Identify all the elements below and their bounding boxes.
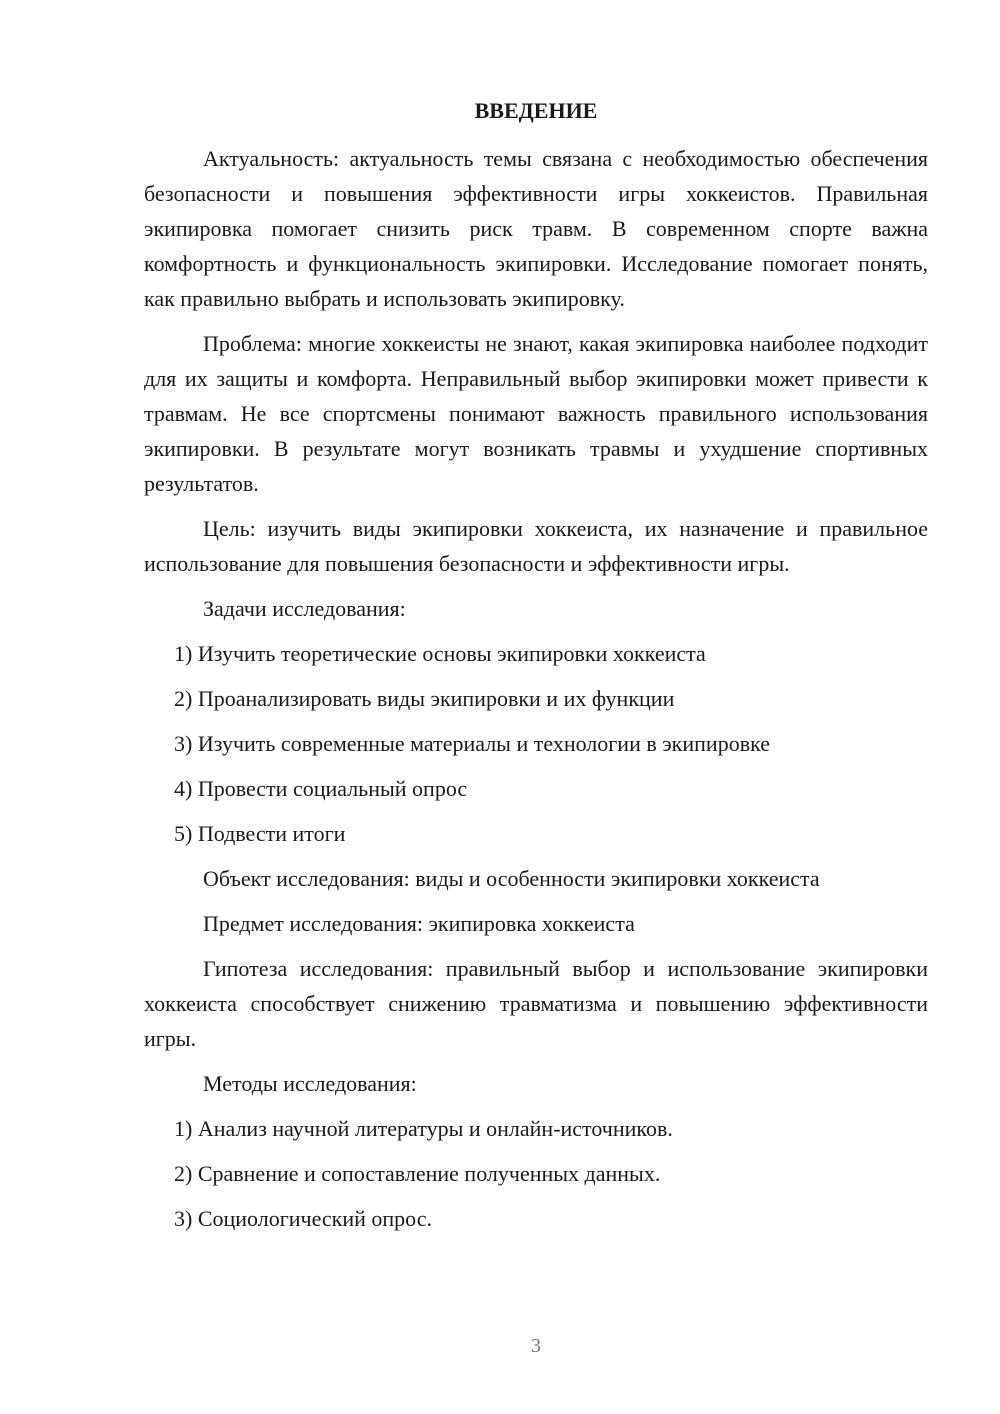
- task-item-1: 1) Изучить теоретические основы экипировки хоккеиста: [174, 641, 706, 666]
- page-number: 3: [531, 1335, 541, 1357]
- relevance-paragraph: Актуальность: актуальность темы связана с необходимостью обеспечения безопасности и повышения эффективности игры хоккеистов. Правильная экипировка помогает снизить риск травм. В современном спорте важна комфортность и функциональность экипировки. Исследование помогает понять, как правильно выбрать и использовать экипировку.: [144, 146, 928, 311]
- task-item-4: 4) Провести социальный опрос: [174, 776, 468, 801]
- goal-paragraph: Цель: изучить виды экипировки хоккеиста, их назначение и правильное использование для повышения безопасности и эффективности игры.: [144, 516, 928, 576]
- task-item-2: 2) Проанализировать виды экипировки и их функции: [174, 686, 675, 711]
- subject-paragraph: Предмет исследования: экипировка хоккеиста: [203, 911, 635, 936]
- object-paragraph: Объект исследования: виды и особенности экипировки хоккеиста: [203, 866, 820, 891]
- method-item-1: 1) Анализ научной литературы и онлайн-источников.: [174, 1116, 673, 1141]
- page-title: ВВЕДЕНИЕ: [474, 98, 598, 123]
- tasks-heading: Задачи исследования:: [203, 596, 406, 621]
- hypothesis-paragraph: Гипотеза исследования: правильный выбор и использование экипировки хоккеиста способствует снижению травматизма и повышению эффективности игры.: [144, 956, 928, 1051]
- problem-paragraph: Проблема: многие хоккеисты не знают, какая экипировка наиболее подходит для их защиты и комфорта. Неправильный выбор экипировки может привести к травмам. Не все спортсмены понимают важность правильного использования экипировки. В результате могут возникать травмы и ухудшение спортивных результатов.: [144, 331, 928, 496]
- task-item-3: 3) Изучить современные материалы и технологии в экипировке: [174, 731, 770, 756]
- methods-heading: Методы исследования:: [203, 1071, 417, 1096]
- page-body: [144, 141, 928, 1246]
- method-item-3: 3) Социологический опрос.: [174, 1206, 432, 1231]
- task-item-5: 5) Подвести итоги: [174, 821, 346, 846]
- method-item-2: 2) Сравнение и сопоставление полученных данных.: [174, 1161, 661, 1186]
